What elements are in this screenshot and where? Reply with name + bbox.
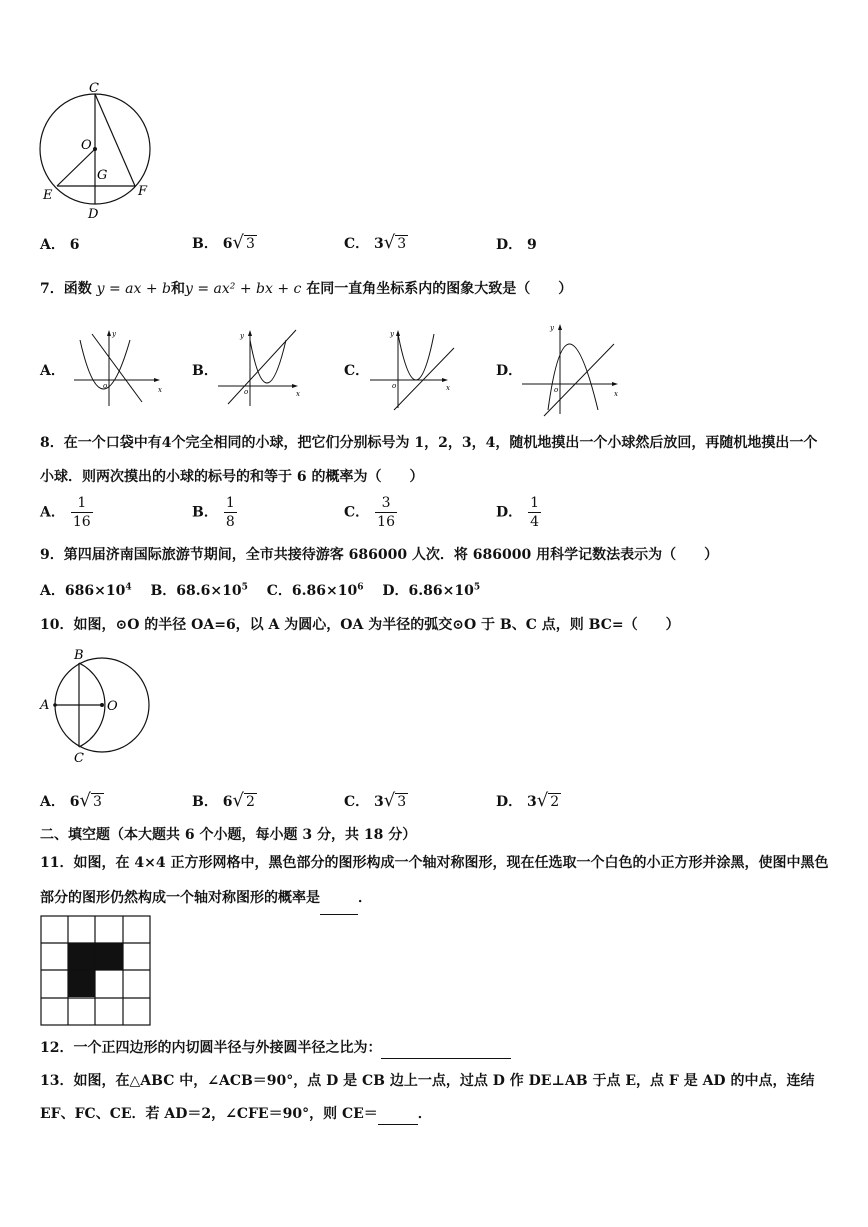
q6-option-b[interactable]: B． 6√ 3 (192, 232, 255, 253)
q9-question: 9．第四届济南国际旅游节期间，全市共接待游客 686000 人次．将 686000 用科学记数法表示为（ ） (40, 547, 719, 563)
q10-question: 10．如图，⊙O 的半径 OA=6，以 A 为圆心，OA 为半径的弧交⊙O 于 B、C 点，则 BC=（ ） (40, 617, 680, 633)
q9-option-d[interactable]: D．$6.86\times 10^5$ (382, 582, 481, 599)
q12-question: 12．一个正四边形的内切圆半径与外接圆半径之比为： (40, 1036, 511, 1059)
q13-answer-blank[interactable] (378, 1102, 418, 1125)
section-heading-fill-in: 二、填空题（本大题共 6 个小题，每小题 3 分，共 18 分） (40, 827, 417, 843)
q10-label-b: B (74, 648, 84, 663)
q8-option-c[interactable]: C． $\frac{3}{16}$ (344, 495, 395, 530)
q7-option-c[interactable]: C． (344, 363, 370, 379)
q6-circle-figure (36, 78, 156, 223)
q9-option-b[interactable]: B．$68.6\times 10^5$ (150, 582, 248, 599)
svg-text:o: o (392, 382, 397, 390)
q7-question: 7．函数 y = ax + b和y = ax² + bx + c 在同一直角坐标系内的图象大致是（ ） (40, 281, 573, 297)
q9-options (40, 580, 480, 600)
q10-option-d[interactable]: D． 3√ 2 (496, 790, 560, 811)
q10-label-a: A (40, 698, 50, 713)
svg-text:x: x (446, 384, 450, 392)
svg-text:x: x (614, 390, 618, 398)
svg-text:y: y (112, 330, 116, 338)
q6-label-o: O (81, 138, 92, 153)
q11-answer-blank[interactable] (320, 880, 358, 915)
svg-text:o: o (554, 386, 559, 394)
q6-option-c[interactable]: C． 3√ 3 (344, 232, 407, 253)
svg-text:y: y (550, 324, 554, 332)
q6-label-f: F (138, 184, 148, 199)
q9-option-a[interactable]: A．$686\times 10^4$ (40, 582, 132, 599)
q10-circle-figure (36, 646, 154, 768)
q10-label-o: O (107, 699, 118, 714)
q10-option-c[interactable]: C． 3√ 3 (344, 790, 407, 811)
q7-option-d[interactable]: D． (496, 363, 523, 379)
svg-text:x: x (296, 390, 300, 398)
q7-graph-b (216, 326, 306, 410)
q6-option-d[interactable]: D． 9 (496, 237, 537, 253)
q11-question: 11．如图，在 4×4 正方形网格中，黑色部分的图形构成一个轴对称图形，现在任选取一个白色的小正方形并涂黑，使图中黑色部分的图形仍然构成一个轴对称图形的概率是 ． (40, 846, 830, 915)
q6-label-d: D (88, 207, 99, 222)
svg-text:y: y (390, 330, 394, 338)
q8-question: 8．在一个口袋中有4个完全相同的小球，把它们分别标号为 1，2，3，4，随机地摸出一个小球然后放回，再随机地摸出一个小球．则两次摸出的小球的标号的和等于 6 的概率为（ ） (40, 435, 818, 485)
q8-option-d[interactable]: D． $\frac{1}{4}$ (496, 495, 540, 530)
q7-option-a[interactable]: A． (40, 363, 65, 379)
q6-label-e: E (43, 188, 53, 203)
q8-option-b[interactable]: B． $\frac{1}{8}$ (192, 495, 235, 530)
q10-label-c: C (74, 751, 84, 766)
svg-text:y: y (240, 332, 244, 340)
q13-question-line2: EF、FC、CE．若 AD＝2，∠CFE＝90°，则 CE＝ ． (40, 1102, 432, 1125)
svg-text:x: x (158, 386, 162, 394)
q7-graph-a (72, 328, 167, 410)
q12-answer-blank[interactable] (381, 1036, 511, 1059)
svg-text:o: o (103, 382, 108, 390)
q10-option-a[interactable]: A． 6√ 3 (40, 790, 102, 811)
q6-option-a[interactable]: A． 6 (40, 237, 80, 253)
q11-grid-figure (40, 915, 152, 1027)
q8-option-a[interactable]: A． $\frac{1}{16}$ (40, 495, 91, 530)
q13-question-line1: 13．如图，在△ABC 中，∠ACB＝90°，点 D 是 CB 边上一点，过点 D 作 DE⊥AB 于点 E，点 F 是 AD 的中点，连结 (40, 1073, 815, 1089)
q7-option-b[interactable]: B． (192, 363, 218, 379)
q9-option-c[interactable]: C．$6.86\times 10^6$ (266, 582, 364, 599)
q7-graph-c (368, 326, 460, 412)
svg-text:o: o (244, 388, 249, 396)
q6-label-g: G (97, 168, 108, 183)
q10-option-b[interactable]: B． 6√ 2 (192, 790, 255, 811)
q7-graph-d (520, 318, 624, 420)
q6-label-c: C (89, 81, 99, 96)
